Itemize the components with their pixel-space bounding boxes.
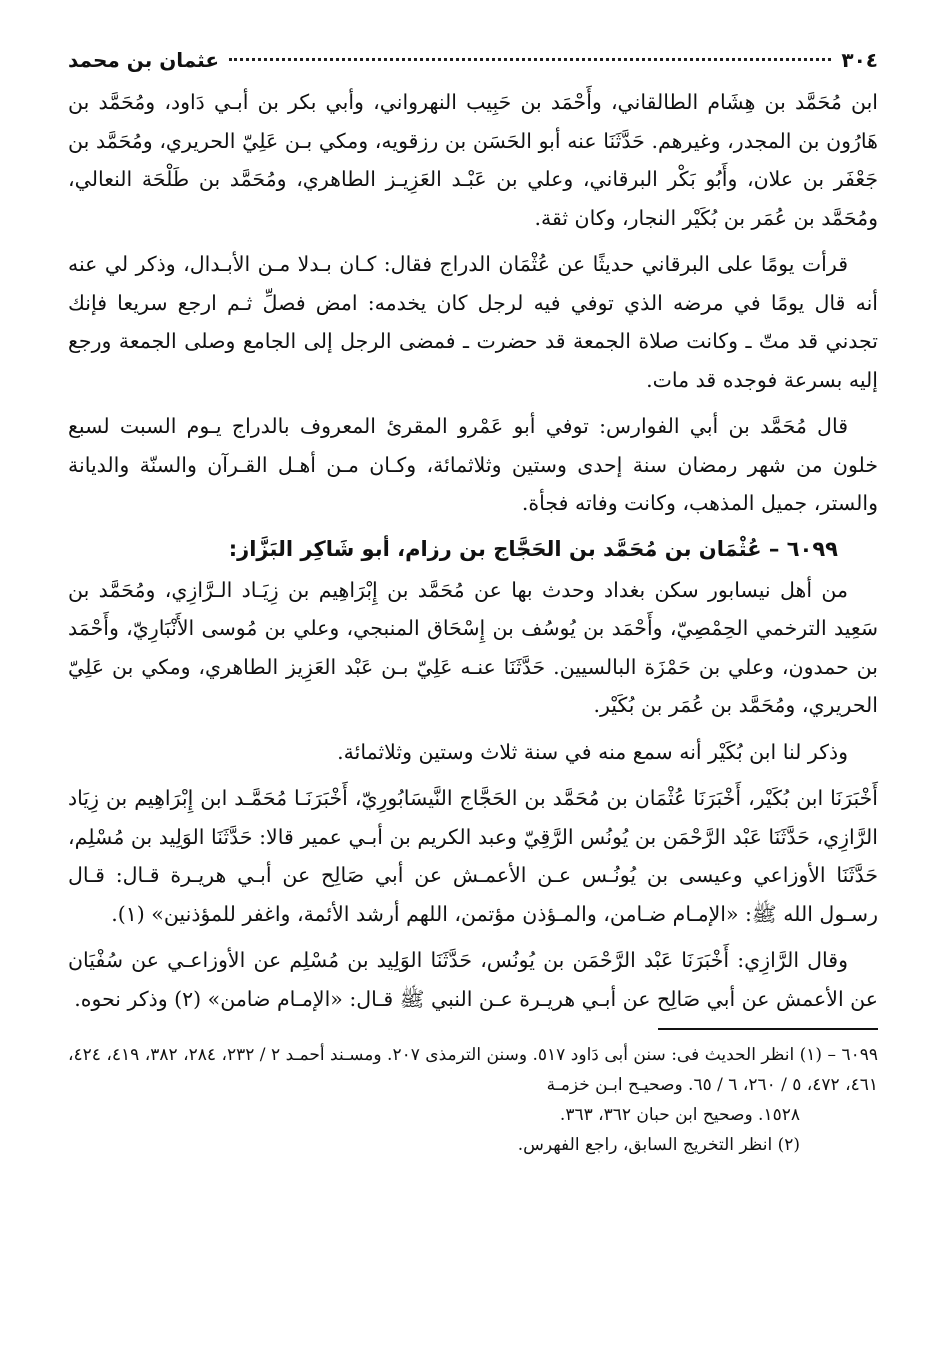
footnotes [68, 1040, 878, 1160]
book-page [68, 40, 878, 1160]
paragraph-5: وذكر لنا ابن بُكَيْر أنه سمع منه في سنة ثلاث وستين وثلاثمائة. [337, 739, 848, 764]
footnote-1-continued: ١٥٢٨. وصحيح ابن حبان ٣٦٢، ٣٦٣. [559, 1105, 800, 1125]
page-number: ٣٠٤ [841, 48, 878, 72]
paragraph-4: من أهل نيسابور سكن بغداد وحدث بها عن مُحَمَّد بن إِبْرَاهِيم بن زِيَـاد الـرَّازِي، ومُحَمَّد بن سَعِيد الترخمي الحِمْصِيّ، وأَحْمَد بن يُوسُف بن إِسْحَاق المنبجي، وعلي بن مُوسى الأَنْبَارِيّ، وأَحْمَد بن حمدون، وعلي بن حَمْزَة البالسيين. حَدَّثَنَا عنـه عَلِيّ بـن عَبْد العَزِيز الطاهري، ومكي بن عَلِيّ الحريري، ومُحَمَّد بن عُمَر بن بُكَيْر. [68, 577, 878, 717]
footnote-2: (٢) انظر التخريج السابق، راجع الفهرس. [517, 1135, 800, 1155]
page-header [68, 40, 878, 83]
entry-heading: ٦٠٩٩ – عُثْمَان بن مُحَمَّد بن الحَجَّاج بن رزام، أبو شَاكِر البَزَّاز: [228, 536, 838, 561]
footnote-separator [658, 1028, 878, 1030]
dotted-leader [229, 58, 831, 61]
paragraph-7: وقال الرَّازِي: أَخْبَرَنَا عَبْد الرَّحْمَن بن يُونُس، حَدَّثَنَا الوَلِيد بن مُسْلِم عن الأوزاعـي عن سُفْيَان عن الأعمش عن أبي صَالِح عن أبـي هريـرة عـن النبي ﷺ قـال: «الإمـام ضامن» (٢) وذكر نحوه. [68, 948, 878, 1011]
paragraph-6: أَخْبَرَنَا ابن بُكَيْر، أَخْبَرَنَا عُثْمَان بن مُحَمَّد بن الحَجَّاج النَّيسَابُورِيّ، أَخْبَرَنَـا مُحَمَّـد ابن إِبْرَاهِيم بن زِيَاد الرَّازِي، حَدَّثَنَا عَبْد الرَّحْمَن بن يُونُس الرَّقِيّ وعبد الكريم بن أبـي عمير قالا: حَدَّثَنَا الوَلِيد بن مُسْلِم، حَدَّثَنَا الأوزاعي وعيسى بن يُونُـس عـن الأعمـش عن أبي صَالِح عن أبـي هريـرة قـال: قـال رسـول الله ﷺ: «الإمـام ضـامن، والمـؤذن مؤتمن، اللهم أرشد الأئمة، واغفر للمؤذنين» (١). [68, 786, 878, 926]
page-body [68, 83, 878, 1018]
running-title: عثمان بن محمد [68, 48, 220, 72]
paragraph-1: ابن مُحَمَّد بن هِشَام الطالقاني، وأَحْمَد بن حَبِيب النهرواني، وأبي بكر بن أبـي دَاود، ومُحَمَّد بن هَارُون بن المجدر، وغيرهم. حَدَّثَنَا عنه أبو الحَسَن بن رزقويه، ومكي بـن عَلِيّ الحريري، ومُحَمَّد بن جَعْفَر بن علان، وأَبُو بَكْر البرقاني، وعلي بن عَبْـد العَزِيـز الطاهري، ومُحَمَّد بن طَلْحَة النعالي، ومُحَمَّد بن عُمَر بن بُكَيْر النجار، وكان ثقة. [68, 90, 878, 230]
paragraph-3: قال مُحَمَّد بن أبي الفوارس: توفي أبو عَمْرو المقرئ المعروف بالدراج يـوم السبت لسبع خلون من شهر رمضان سنة إحدى وستين وثلاثمائة، وكـان مـن أهـل القـرآن والسنّة والديانة والستر، جميل المذهب، وكانت وفاته فجأة. [68, 414, 878, 515]
paragraph-2: قرأت يومًا على البرقاني حديثًا عن عُثْمَان الدراج فقال: كـان بـدلا مـن الأبـدال، وذكر لي عنه أنه قال يومًا في مرضه الذي توفي فيه لرجل كان يخدمه: امض فصلِّ ثـم ارجع سريعا فإنك تجدني قد متّ ـ وكانت صلاة الجمعة قد حضرت ـ فمضى الرجل إلى الجامع وصلى الجمعة ورجع إليه بسرعة فوجده قد مات. [68, 252, 878, 392]
footnote-1: ٦٠٩٩ – (١) انظر الحديث فى: سنن أبى دَاود ٥١٧. وسنن الترمذى ٢٠٧. ومسـند أحمـد ٢ / ٢٣٢، ٢٨٤، ٣٨٢، ٤١٩، ٤٢٤، ٤٦١، ٤٧٢، ٥ / ٢٦٠، ٦ / ٦٥. وصحيـح ابـن خزمـة [68, 1045, 879, 1095]
